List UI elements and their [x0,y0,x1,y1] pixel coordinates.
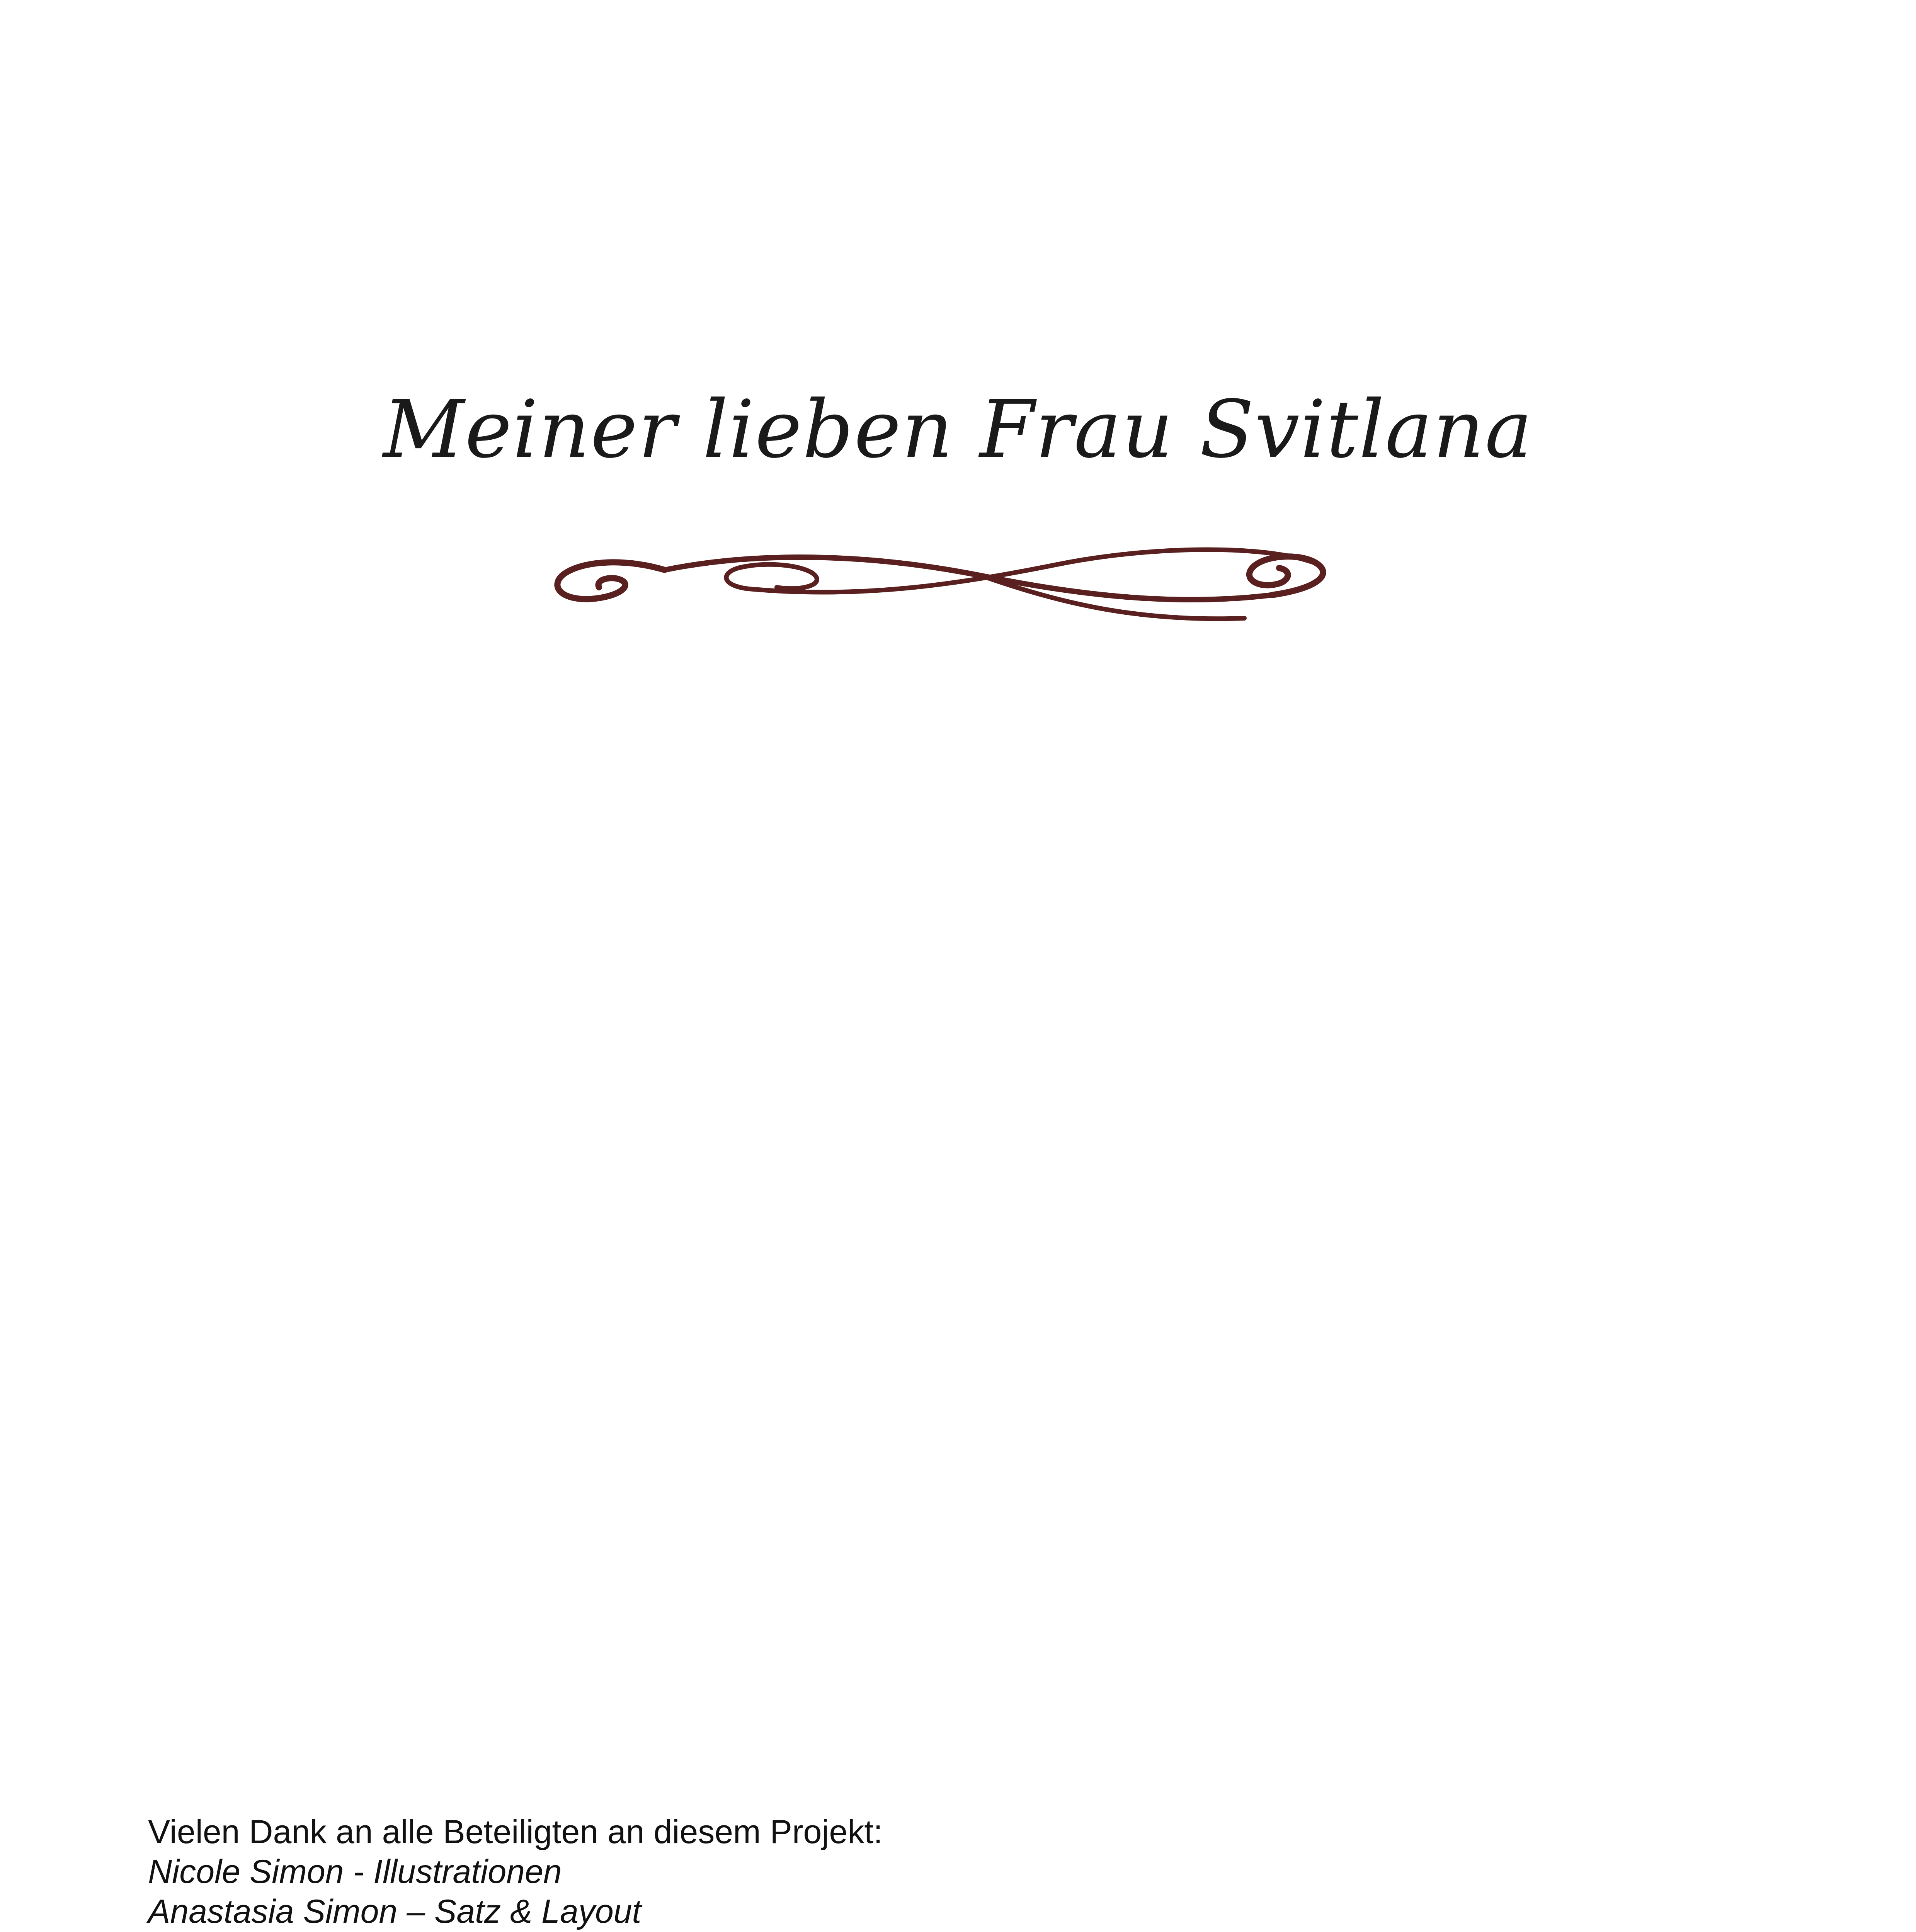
credit-line: Nicole Simon - Illustrationen [148,1853,562,1890]
credit-line: Anastasia Simon – Satz & Layout [148,1893,642,1930]
dedication-title: Meiner lieben Frau Svitlana [383,384,1533,476]
credits-intro: Vielen Dank an alle Beteiligten an diesem Projekt: [148,1813,883,1850]
flourish-ornament-icon [537,522,1360,645]
credits-section [148,1812,883,1932]
